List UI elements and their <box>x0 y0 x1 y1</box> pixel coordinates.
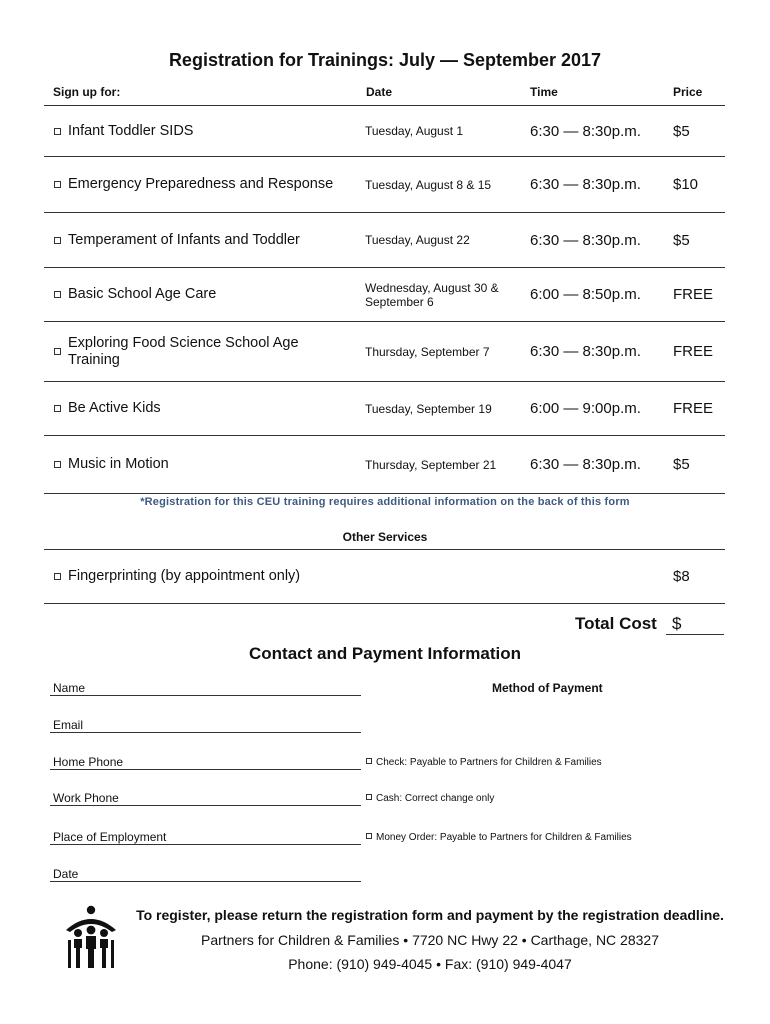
course-row <box>44 106 725 156</box>
payment-option-label: Cash: Correct change only <box>376 793 495 804</box>
employment-field[interactable]: Place of Employment <box>50 830 361 845</box>
course-price: FREE <box>673 286 714 303</box>
header-date: Date <box>366 85 393 99</box>
organization-phone: Phone: (910) 949-4045 • Fax: (910) 949-4047 <box>288 956 572 972</box>
payment-option-cash[interactable] <box>366 793 494 804</box>
course-price: FREE <box>673 343 714 360</box>
checkbox-icon[interactable] <box>366 794 372 800</box>
service-name: Fingerprinting (by appointment only) <box>68 568 301 584</box>
course-row <box>44 268 725 321</box>
payment-option-label: Money Order: Payable to Partners for Children & Families <box>376 832 632 843</box>
course-checkbox[interactable] <box>54 291 61 298</box>
course-time: 6:00 — 9:00p.m. <box>530 400 641 417</box>
course-date: Tuesday, September 19 <box>365 401 492 416</box>
course-price: $5 <box>673 122 690 140</box>
divider <box>44 493 725 494</box>
form-title: Registration for Trainings: July — September 2017 <box>168 50 602 70</box>
service-price: $8 <box>673 568 690 585</box>
course-checkbox[interactable] <box>54 128 61 135</box>
organization-address: Partners for Children & Families • 7720 NC Hwy 22 • Carthage, NC 28327 <box>200 932 659 948</box>
course-checkbox[interactable] <box>54 348 61 355</box>
total-cost-label: Total Cost <box>575 614 657 633</box>
course-name: Emergency Preparedness and Response <box>68 176 334 192</box>
header-price: Price <box>673 85 703 99</box>
checkbox-icon[interactable] <box>366 833 372 839</box>
divider <box>44 603 725 604</box>
course-date: Thursday, September 21 <box>365 457 497 472</box>
course-time: 6:30 — 8:30p.m. <box>530 122 641 140</box>
checkbox-icon[interactable] <box>366 758 372 764</box>
service-row <box>44 550 725 603</box>
contact-section-title: Contact and Payment Information <box>248 644 522 663</box>
total-cost-field[interactable]: $ <box>666 614 724 635</box>
register-instruction: To register, please return the registration form and payment by the registration deadline. <box>136 907 724 923</box>
course-time: 6:30 — 8:30p.m. <box>530 343 641 360</box>
home-phone-field[interactable]: Home Phone <box>50 755 361 770</box>
course-row <box>44 436 725 493</box>
course-date: Wednesday, August 30 & September 6 <box>365 280 499 309</box>
course-name: Temperament of Infants and Toddler <box>68 231 300 248</box>
payment-method-heading: Method of Payment <box>492 681 603 695</box>
course-row <box>44 213 725 267</box>
course-time: 6:30 — 8:30p.m. <box>530 231 641 249</box>
work-phone-field[interactable]: Work Phone <box>50 791 361 806</box>
course-date: Tuesday, August 8 & 15 <box>365 177 492 192</box>
course-checkbox[interactable] <box>54 405 61 412</box>
course-price: $5 <box>673 456 690 473</box>
payment-option-money-order[interactable] <box>366 832 632 843</box>
payment-option-label: Check: Payable to Partners for Children & Families <box>376 757 602 768</box>
course-time: 6:30 — 8:30p.m. <box>530 456 641 473</box>
service-checkbox[interactable] <box>54 573 61 580</box>
course-name: Exploring Food Science School Age Training <box>68 334 299 368</box>
course-name: Be Active Kids <box>68 400 161 416</box>
course-row <box>44 322 725 381</box>
date-field[interactable]: Date <box>50 867 361 882</box>
header-time: Time <box>530 85 558 99</box>
course-row <box>44 382 725 435</box>
header-signup: Sign up for: <box>53 85 121 99</box>
course-date: Tuesday, August 22 <box>365 233 470 247</box>
course-date: Thursday, September 7 <box>365 344 490 359</box>
course-checkbox[interactable] <box>54 237 61 244</box>
course-name: Basic School Age Care <box>68 286 217 302</box>
ceu-note: *Registration for this CEU training requires additional information on the back of this form <box>140 496 630 508</box>
course-date: Tuesday, August 1 <box>365 124 464 138</box>
email-field[interactable]: Email <box>50 718 361 733</box>
course-time: 6:30 — 8:30p.m. <box>530 176 641 193</box>
course-name: Infant Toddler SIDS <box>68 122 194 139</box>
payment-option-check[interactable] <box>366 757 602 768</box>
name-field[interactable]: Name <box>50 681 361 696</box>
course-price: $5 <box>673 231 690 249</box>
course-checkbox[interactable] <box>54 461 61 468</box>
course-time: 6:00 — 8:50p.m. <box>530 286 641 303</box>
course-checkbox[interactable] <box>54 181 61 188</box>
course-price: FREE <box>673 400 714 417</box>
other-services-heading: Other Services <box>342 530 428 544</box>
course-row <box>44 157 725 212</box>
course-price: $10 <box>673 176 699 193</box>
course-name: Music in Motion <box>68 456 169 472</box>
